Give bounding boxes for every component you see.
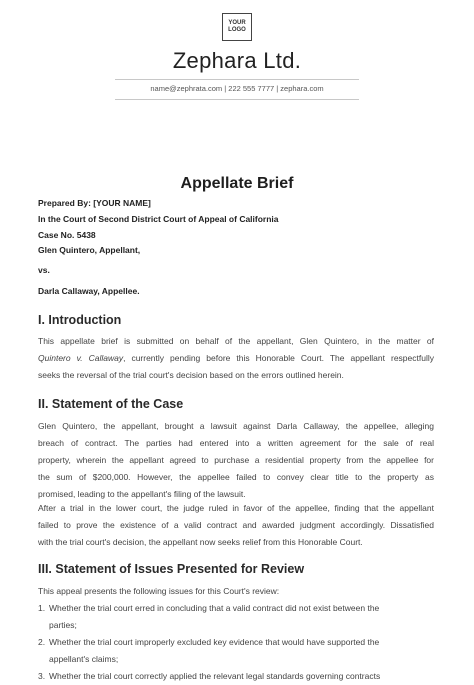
company-logo (222, 13, 252, 41)
list-item-line: parties; (49, 620, 77, 630)
heading-introduction: I. Introduction (38, 313, 122, 327)
document-title: Appellate Brief (180, 175, 294, 192)
statement-paragraph-2 (38, 500, 434, 551)
issues-list (38, 583, 438, 685)
statement-p1-line: the sum of $200,000. However, the appellee failed to convey clear title to the property as (38, 472, 434, 482)
prepared-by: Prepared By: [YOUR NAME] (38, 198, 151, 208)
statement-p1-line: breach of contract. The parties had entered into a written agreement for the sale of real (38, 438, 434, 448)
statement-p2-line: failed to prove the existence of a valid contract and awarded judgment accordingly. Dissatisfied (38, 520, 434, 530)
list-item-number: 2. (38, 637, 46, 647)
list-item-line: Whether the trial court correctly applied the relevant legal standards governing contracts (49, 671, 381, 681)
statement-p1-line: property, wherein the appellant agreed to purchase a residential property from the appellee for (38, 455, 434, 465)
list-item (38, 600, 438, 634)
appellee-name: Darla Callaway, Appellee. (38, 286, 140, 296)
list-item (38, 634, 438, 668)
list-item-line: Whether the trial court improperly excluded key evidence that would have supported the (49, 637, 380, 647)
appellant-name: Glen Quintero, Appellant, (38, 245, 141, 255)
company-name: Zephara Ltd. (172, 48, 302, 73)
heading-statement-of-case: II. Statement of the Case (38, 397, 184, 411)
statement-p2-line: After a trial in the lower court, the judge ruled in favor of the appellee, finding that the appellant (38, 503, 434, 513)
case-number: Case No. 5438 (38, 230, 96, 240)
statement-p2-line: with the trial court's decision, the appellant now seeks relief from this Honorable Court. (38, 537, 363, 547)
introduction-paragraph (38, 333, 434, 384)
header-divider-top (115, 79, 359, 80)
intro-line-2 (38, 350, 434, 367)
intro-line-2-text: , currently pending before this Honorable Court. The appellant respectfully (123, 353, 434, 363)
statement-p1-line: promised, leading to the appellant's filing of the lawsuit. (38, 489, 246, 499)
statement-paragraph-1 (38, 418, 434, 503)
court-name: In the Court of Second District Court of Appeal of California (38, 214, 279, 224)
intro-line-1: This appellate brief is submitted on behalf of the appellant, Glen Quintero, in the matter of (38, 336, 434, 346)
contact-info: name@zephrata.com | 222 555 7777 | zephara.com (150, 84, 324, 93)
statement-p1-line: Glen Quintero, the appellant, brought a lawsuit against Darla Callaway, the appellee, alleging (38, 421, 434, 431)
list-item-number: 1. (38, 603, 46, 613)
header-divider-bottom (115, 99, 359, 100)
list-item-line: Whether the trial court erred in concluding that a valid contract did not exist between the (49, 603, 380, 613)
heading-issues: III. Statement of Issues Presented for Review (38, 562, 305, 576)
case-name-italic: Quintero v. Callaway (38, 353, 124, 363)
logo-text-line2: LOGO (228, 27, 246, 33)
intro-line-3: seeks the reversal of the trial court's decision based on the errors outlined herein. (38, 370, 344, 380)
list-item (38, 668, 438, 685)
logo-text-line1: YOUR (228, 20, 246, 26)
issues-intro: This appeal presents the following issues for this Court's review: (38, 586, 280, 596)
versus: vs. (38, 265, 50, 275)
list-item-line: appellant's claims; (49, 654, 119, 664)
list-item-number: 3. (38, 671, 46, 681)
